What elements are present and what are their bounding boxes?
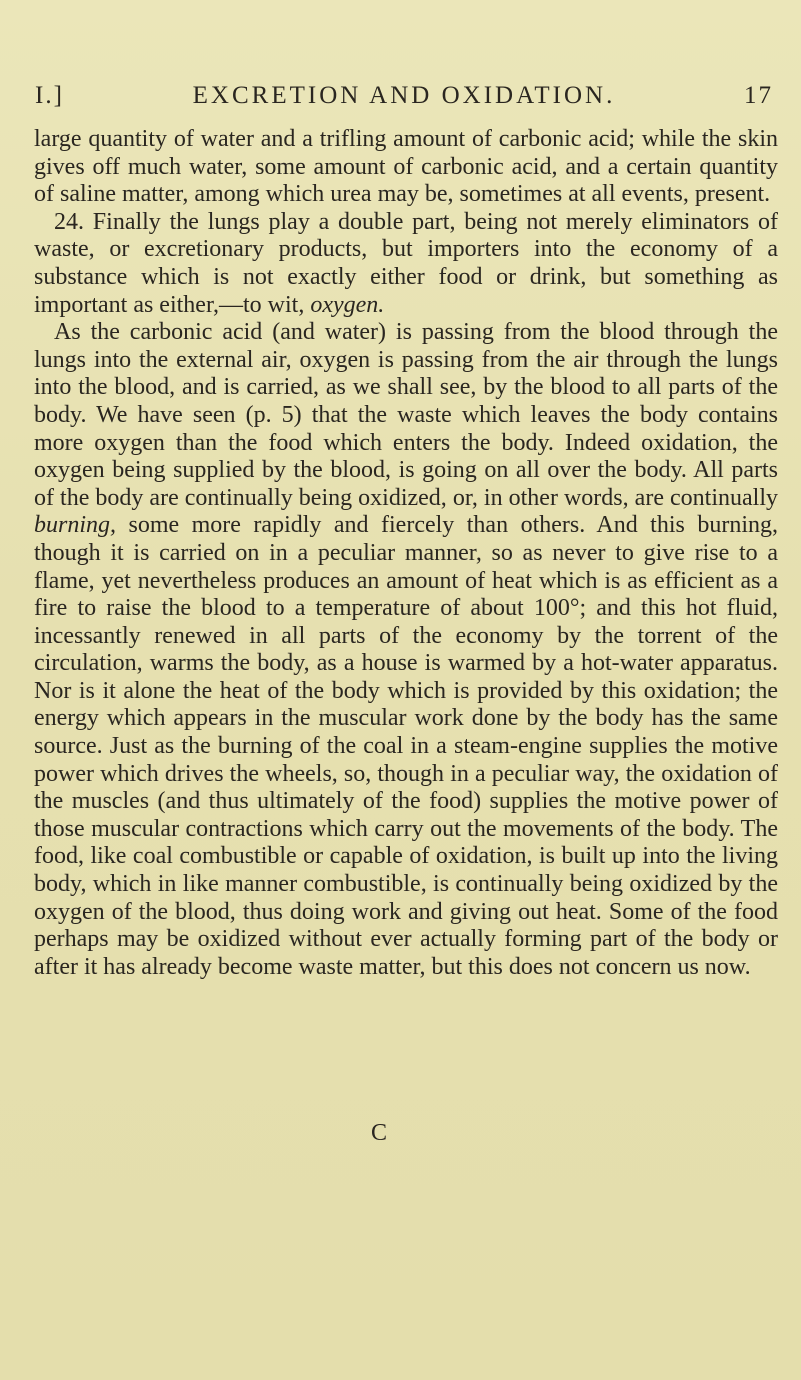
running-header — [35, 82, 773, 112]
paragraph-oxidation — [34, 319, 778, 981]
running-title: EXCRETION AND OXIDATION. — [192, 82, 616, 109]
paragraph-24 — [34, 209, 778, 319]
body-text — [34, 126, 778, 981]
signature-mark: C — [371, 1120, 389, 1146]
section-number: I.] — [35, 82, 64, 109]
paragraph-number: 24. — [54, 208, 84, 235]
paragraph-continuation — [34, 126, 778, 209]
emphasis-text: oxygen. — [310, 291, 385, 318]
emphasis-text: burning, — [34, 512, 117, 539]
paragraph-text: large quantity of water and a trifling amount of carbonic acid; while the skin gives off much water, some amount of carbonic acid, and a certain quantity of saline matter, among which urea may be, sometimes at all events, present. — [34, 126, 778, 208]
paragraph-text: Finally the lungs play a double part, being not merely eliminators of waste, or excretionary products, but importers into the economy of a substance which is not exactly either food or drink, but something as important as either,—to wit, — [34, 208, 779, 318]
paragraph-text: As the carbonic acid (and water) is passing from the blood through the lungs into the external air, oxygen is passing from the air through the lungs into the blood, and is carried, as we shall see, by the blood to all parts of the body. We have seen (p. 5) that the waste which leaves the body contains more oxygen than the food which enters the body. Indeed oxidation, the oxygen being supplied by the blood, is going on all over the body. All parts of the body are continually being oxidized, or, in other words, are continually — [34, 319, 778, 511]
page-number: 17 — [744, 82, 773, 109]
paragraph-text-continued: some more rapidly and fiercely than others. And this burning, though it is carried on in a peculiar manner, so as never to give rise to a flame, yet nevertheless produces an amount of heat which is as efficient as a fire to raise the blood to a temperature of about 100°; and this hot fluid, incessantly renewed in all parts of the economy by the torrent of the circulation, warms the body, as a house is warmed by a hot-water apparatus. Nor is it alone the heat of the body which is provided by this oxidation; the energy which appears in the muscular work done by the body has the same source. Just as the burning of the coal in a steam-engine supplies the motive power which drives the wheels, so, though in a peculiar way, the oxidation of the muscles (and thus ultimately of the food) supplies the motive power of those muscular contractions which carry out the movements of the body. The food, like coal combustible or capable of oxidation, is built up into the living body, which in like manner combustible, is continually being oxidized by the oxygen of the blood, thus doing work and giving out heat. Some of the food perhaps may be oxidized without ever actually forming part of the body or after it has already become waste matter, but this does not concern us now. — [34, 512, 778, 980]
